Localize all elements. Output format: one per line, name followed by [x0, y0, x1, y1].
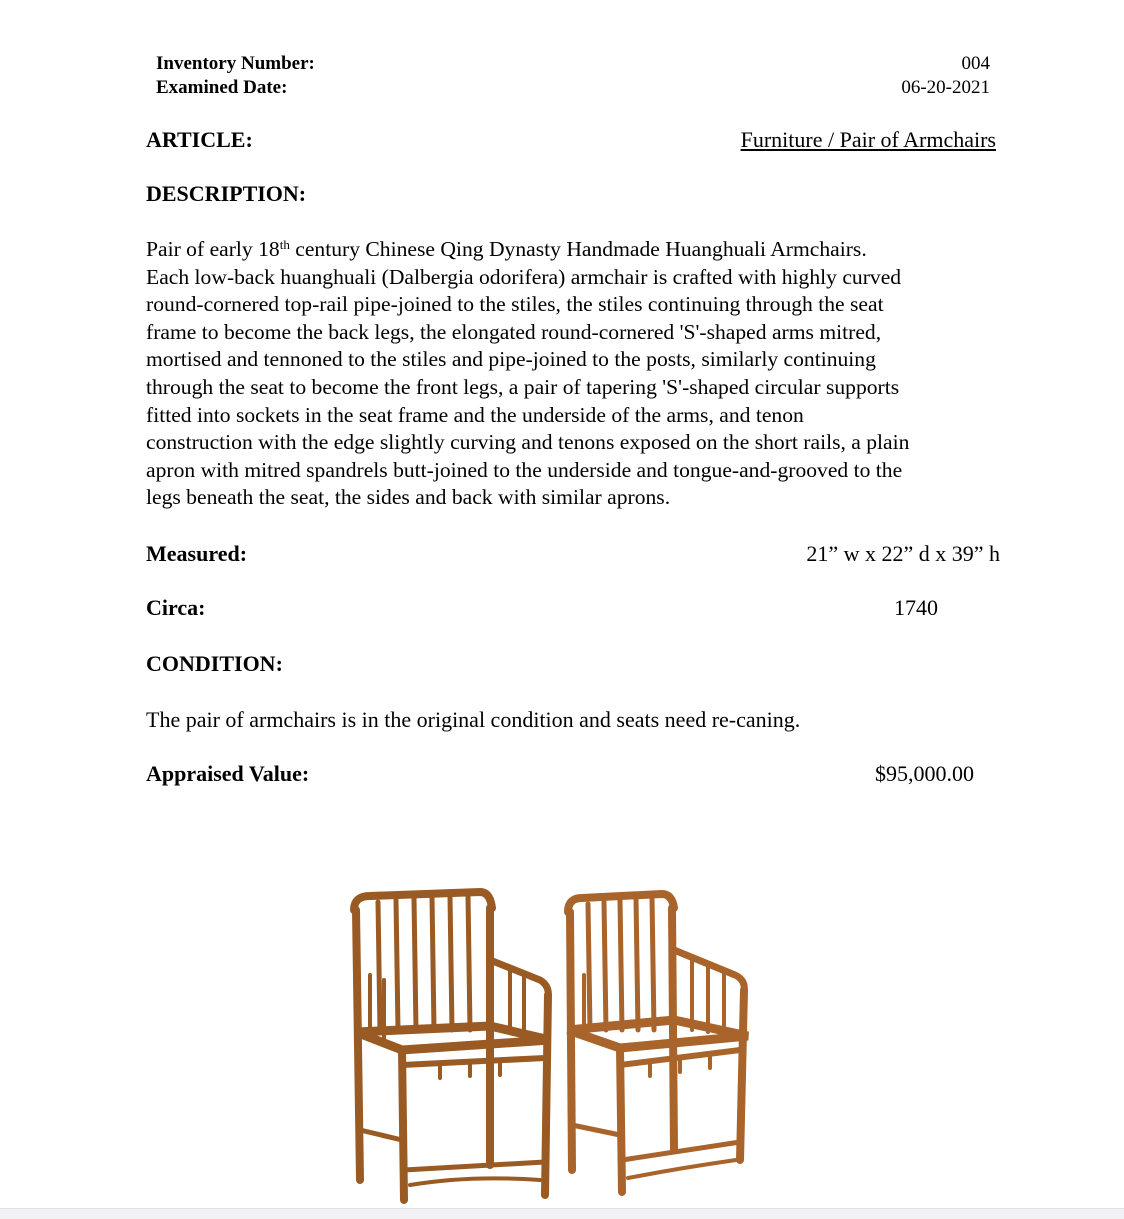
page-bottom-edge — [0, 1208, 1124, 1219]
condition-label: CONDITION: — [146, 651, 283, 676]
circa-label: Circa: — [146, 595, 206, 620]
description-first-line-end: century Chinese Qing Dynasty Handmade Huanghuali Armchairs. — [289, 237, 867, 261]
measured-value: 21” w x 22” d x 39” h — [806, 541, 1000, 566]
description-label: DESCRIPTION: — [146, 181, 307, 206]
description-body: Each low-back huanghuali (Dalbergia odorifera) armchair is crafted with highly curved round-cornered top-rail pipe-joined to the stiles, the stiles continuing through the seat frame to become the back legs, the elongated round-cornered 'S'-shaped arms mitred, mortised and tennoned to the stiles and pipe-joined to the posts, similarly continuing through the seat to become the front legs, a pair of tapering 'S'-shaped circular supports fitted into sockets in the seat frame and the underside of the arms, and tenon construction with the edge slightly curving and tenons exposed on the short rails, a plain apron with mitred spandrels butt-joined to the underside and tongue-and-grooved to the legs beneath the seat, the sides and back with similar aprons. — [146, 264, 910, 510]
ordinal-suffix: th — [279, 237, 290, 252]
article-label: ARTICLE: — [146, 127, 253, 152]
right-chair — [568, 894, 748, 1192]
appraised-value-label: Appraised Value: — [146, 761, 310, 786]
appraised-value: $95,000.00 — [875, 761, 974, 786]
circa-value: 1740 — [894, 595, 938, 620]
examined-date-label: Examined Date: — [156, 77, 288, 98]
measured-label: Measured: — [146, 541, 248, 566]
inventory-number-label: Inventory Number: — [156, 53, 315, 74]
description-first-line-start: Pair of early 18 — [146, 237, 280, 261]
description-text — [146, 236, 1006, 512]
armchairs-photo — [340, 880, 770, 1205]
inventory-number-value: 004 — [961, 53, 990, 74]
article-value: Furniture / Pair of Armchairs — [740, 127, 996, 152]
examined-date-value: 06-20-2021 — [901, 77, 990, 98]
condition-text: The pair of armchairs is in the original condition and seats need re-caning. — [146, 707, 801, 732]
left-chair — [354, 892, 550, 1200]
